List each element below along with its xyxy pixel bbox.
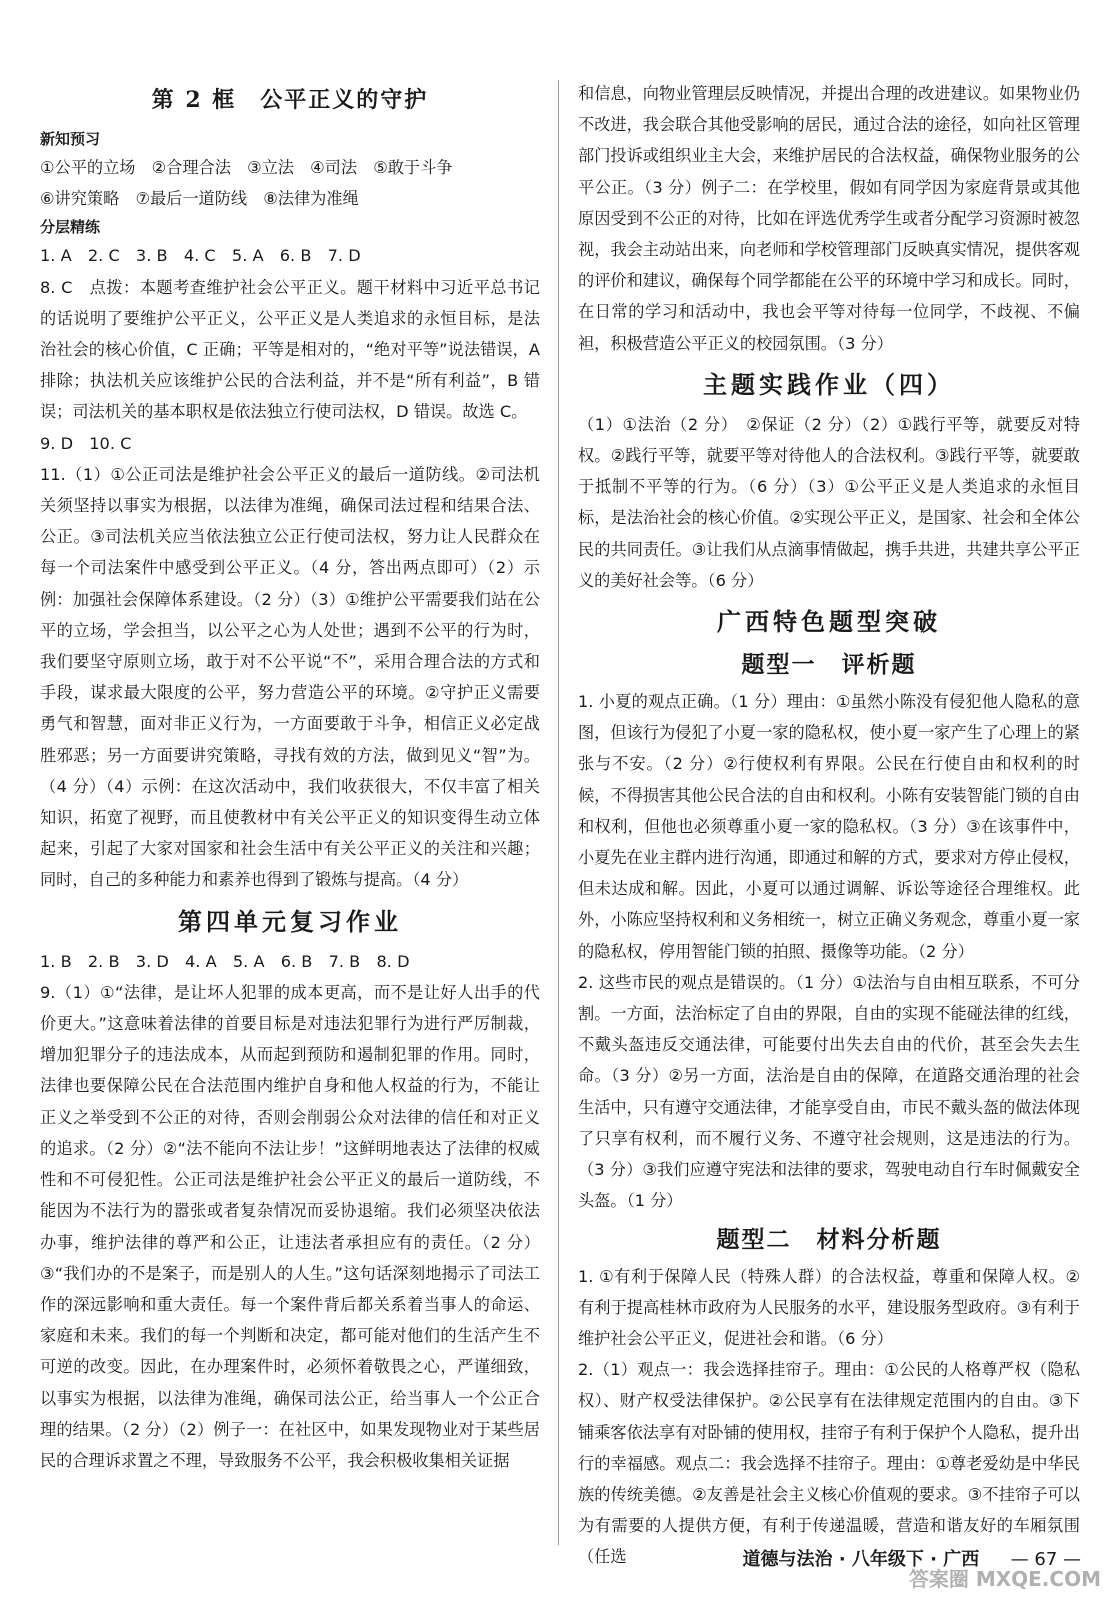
answer-paragraph: 1. B 2. B 3. D 4. A 5. A 6. B 7. B 8. D	[40, 951, 410, 971]
type1-title: 题型一 评析题	[741, 652, 917, 679]
answer-paragraph: 9.（1）①“法律，是让坏人犯罪的成本更高，而不是让好人出手的代价更大。”这意味着法律的首要目标是对违法犯罪行为进行严厉制裁，增加犯罪分子的违法成本，从而起到预防和遏制犯罪的作用。同时，法律也要保障公民在合法范围内维护自身和他人权益的行为，不能让正义之举受到不公正的对待，否则会削弱公众对法律的信任和对正义的追求。（2 分）②“法不能向不法让步！”这鲜明地表达了法律的权威性和不可侵犯性。公正司法是维护社会公平正义的最后一道防线，不能因为不法行为的嚣张或者复杂情况而妥协退缩。我们必须坚决依法办事，维护法律的尊严和公正，让违法者承担应有的责任。（2 分）③“我们办的不是案子，而是别人的人生。”这句话深刻地揭示了司法工作的深远影响和重大责任。每一个案件背后都关系着当事人的命运、家庭和未来。我们的每一个判断和决定，都可能对他们的生活产生不可逆的改变。因此，在办理案件时，必须怀着敬畏之心，严谨细致，以事实为根据，以法律为准绳，确保司法公正，给当事人一个公正合理的结果。（2 分）（2）例子一：在社区中，如果发现物业对于某些居民的合理诉求置之不理，导致服务不公平，我会积极收集相关证据	[40, 982, 540, 1470]
type2-title: 题型二 材料分析题	[716, 1226, 942, 1253]
theme-title: 主题实践作业（四）	[703, 369, 955, 399]
page-number: — 67 —	[1010, 1549, 1081, 1570]
answer-paragraph: 和信息，向物业管理层反映情况，并提出合理的改进建议。如果物业仍不改进，我会联合其他受影响的居民，通过合法的途径，如向社区管理部门投诉或组织业主大会，来维护居民的合法权益，确保物业服务的公平公正。（3 分）例子二：在学校里，假如有同学因为家庭背景或其他原因受到不公正的对待，比如在评选优秀学生或者分配学习资源时被忽视，我会主动站出来，向老师和学校管理部门反映真实情况，提供客观的评价和建议，确保每个同学都能在公平的环境中学习和成长。同时，在日常的学习和活动中，我也会平等对待每一位同学，不歧视、不偏袒，积极营造公平正义的校园氛围。（3 分）	[578, 84, 1080, 353]
answer-paragraph: 9. D 10. C	[40, 433, 132, 453]
left-column	[40, 78, 540, 1476]
preview-line: ①公平的立场 ②合理合法 ③立法 ④司法 ⑤敢于斗争	[40, 158, 453, 177]
answer-paragraph: 11.（1）①公正司法是维护社会公平正义的最后一道防线。②司法机关须坚持以事实为根据，以法律为准绳，确保司法过程和结果合法、公正。③司法机关应当依法独立公正行使司法权，努力让人民群众在每一个司法案件中感受到公平正义。（4 分，答出两点即可）（2）示例：加强社会保障体系建设。（2 分）（3）①维护公平需要我们站在公平的立场，学会担当，以公平之心为人处世；遇到不公平的行为时，我们要坚守原则立场，敢于对不公平说“不”，采用合理合法的方式和手段，谋求最大限度的公平，努力营造公平的环境。②守护正义需要勇气和智慧，面对非正义行为，一方面要敢于斗争，相信正义必定战胜邪恶；另一方面要讲究策略，寻找有效的方法，做到见义“智”为。（4 分）（4）示例：在这次活动中，我们收获很大，不仅丰富了相关知识，拓宽了视野，而且使教材中有关公平正义的知识变得生动立体起来，引起了大家对国家和社会生活中有关公平正义的关注和兴趣；同时，自己的多种能力和素养也得到了锻炼与提高。（4 分）	[40, 464, 540, 890]
unit-title: 第四单元复习作业	[178, 906, 402, 936]
guangxi-title: 广西特色题型突破	[717, 607, 941, 637]
answer-paragraph: 2. 这些市民的观点是错误的。（1 分）①法治与自由相互联系，不可分割。一方面，法治标定了自由的界限，自由的实现不能碰法律的红线，不戴头盔违反交通法律，可能要付出失去自由的代价，甚至会失去生命。（3 分）②另一方面，法治是自由的保障，在道路交通治理的社会生活中，只有遵守交通法律，才能享受自由，市民不戴头盔的做法体现了只享有权利，而不履行义务、不遵守社会规则，这是违法的行为。（3 分）③我们应遵守宪法和法律的要求，驾驶电动自行车时佩戴安全头盔。（1 分）	[578, 972, 1080, 1211]
answer-paragraph: 8. C 点拨：本题考查维护社会公平正义。题干材料中习近平总书记的话说明了要维护公平正义，公平正义是人类追求的永恒目标，是法治社会的核心价值，C 正确；平等是相对的，“绝对平等”说法错误，A 排除；执法机关应该维护公民的合法利益，并不是“所有利益”，B 错误；司法机关的基本职权是依法独立行使司法权，D 错误。故选 C。	[40, 277, 540, 422]
footer-subject: 道德与法治 · 八年级下 · 广西	[742, 1549, 980, 1570]
answer-paragraph: 1. ①有利于保障人民（特殊人群）的合法权益，尊重和保障人权。②有利于提高桂林市政府为人民服务的水平，建设服务型政府。③有利于维护社会公平正义，促进社会和谐。（6 分）	[578, 1266, 1080, 1348]
practice-label: 分层精练	[40, 218, 101, 237]
preview-label: 新知预习	[40, 130, 101, 148]
answer-paragraph: （1）①法治（2 分） ②保证（2 分）（2）①践行平等，就要反对特权。②践行平等，就要平等对待他人的合法权利。③践行平等，就要敢于抵制不平等的行为。（6 分）（3）①公平正义是人类追求的永恒目标，是法治社会的核心价值。②实现公平正义，是国家、社会和全体公民的共同责任。③让我们从点滴事情做起，携手共进，共建共享公平正义的美好社会等。（6 分）	[578, 414, 1080, 590]
right-column	[578, 78, 1080, 1573]
section-title: 第 2 框 公平正义的守护	[151, 87, 429, 113]
answer-paragraph: 1. A 2. C 3. B 4. C 5. A 6. B 7. D	[40, 246, 361, 266]
preview-line: ⑥讲究策略 ⑦最后一道防线 ⑧法律为准绳	[40, 189, 359, 209]
answer-paragraph: 2.（1）观点一：我会选择挂帘子。理由：①公民的人格尊严权（隐私权）、财产权受法律保护。②公民享有在法律规定范围内的自由。③下铺乘客依法享有对卧铺的使用权，挂帘子有利于保护个人隐私，提升出行的幸福感。观点二：我会选择不挂帘子。理由：①尊老爱幼是中华民族的传统美德。②友善是社会主义核心价值观的要求。③不挂帘子可以为有需要的人提供方便，有利于传递温暖，营造和谐友好的车厢氛围（任选	[578, 1360, 1080, 1567]
watermark-logo: 答案圈 MXQE.COM	[908, 1567, 1101, 1591]
answer-paragraph: 1. 小夏的观点正确。（1 分）理由：①虽然小陈没有侵犯他人隐私的意图，但该行为侵犯了小夏一家的隐私权，使小夏一家产生了心理上的紧张与不安。（2 分）②行使权利有界限。公民在行使自由和权利的时候，不得损害其他公民合法的自由和权利。小陈有安装智能门锁的自由和权利，但他也必须尊重小夏一家的隐私权。（3 分）③在该事件中，小夏先在业主群内进行沟通，即通过和解的方式，要求对方停止侵权，但未达成和解。因此，小夏可以通过调解、诉讼等途径合理维权。此外，小陈应坚持权利和义务相统一，树立正确义务观念，尊重小夏一家的隐私权，停用智能门锁的拍照、摄像等功能。（2 分）	[578, 692, 1080, 961]
column-divider	[558, 80, 559, 1545]
